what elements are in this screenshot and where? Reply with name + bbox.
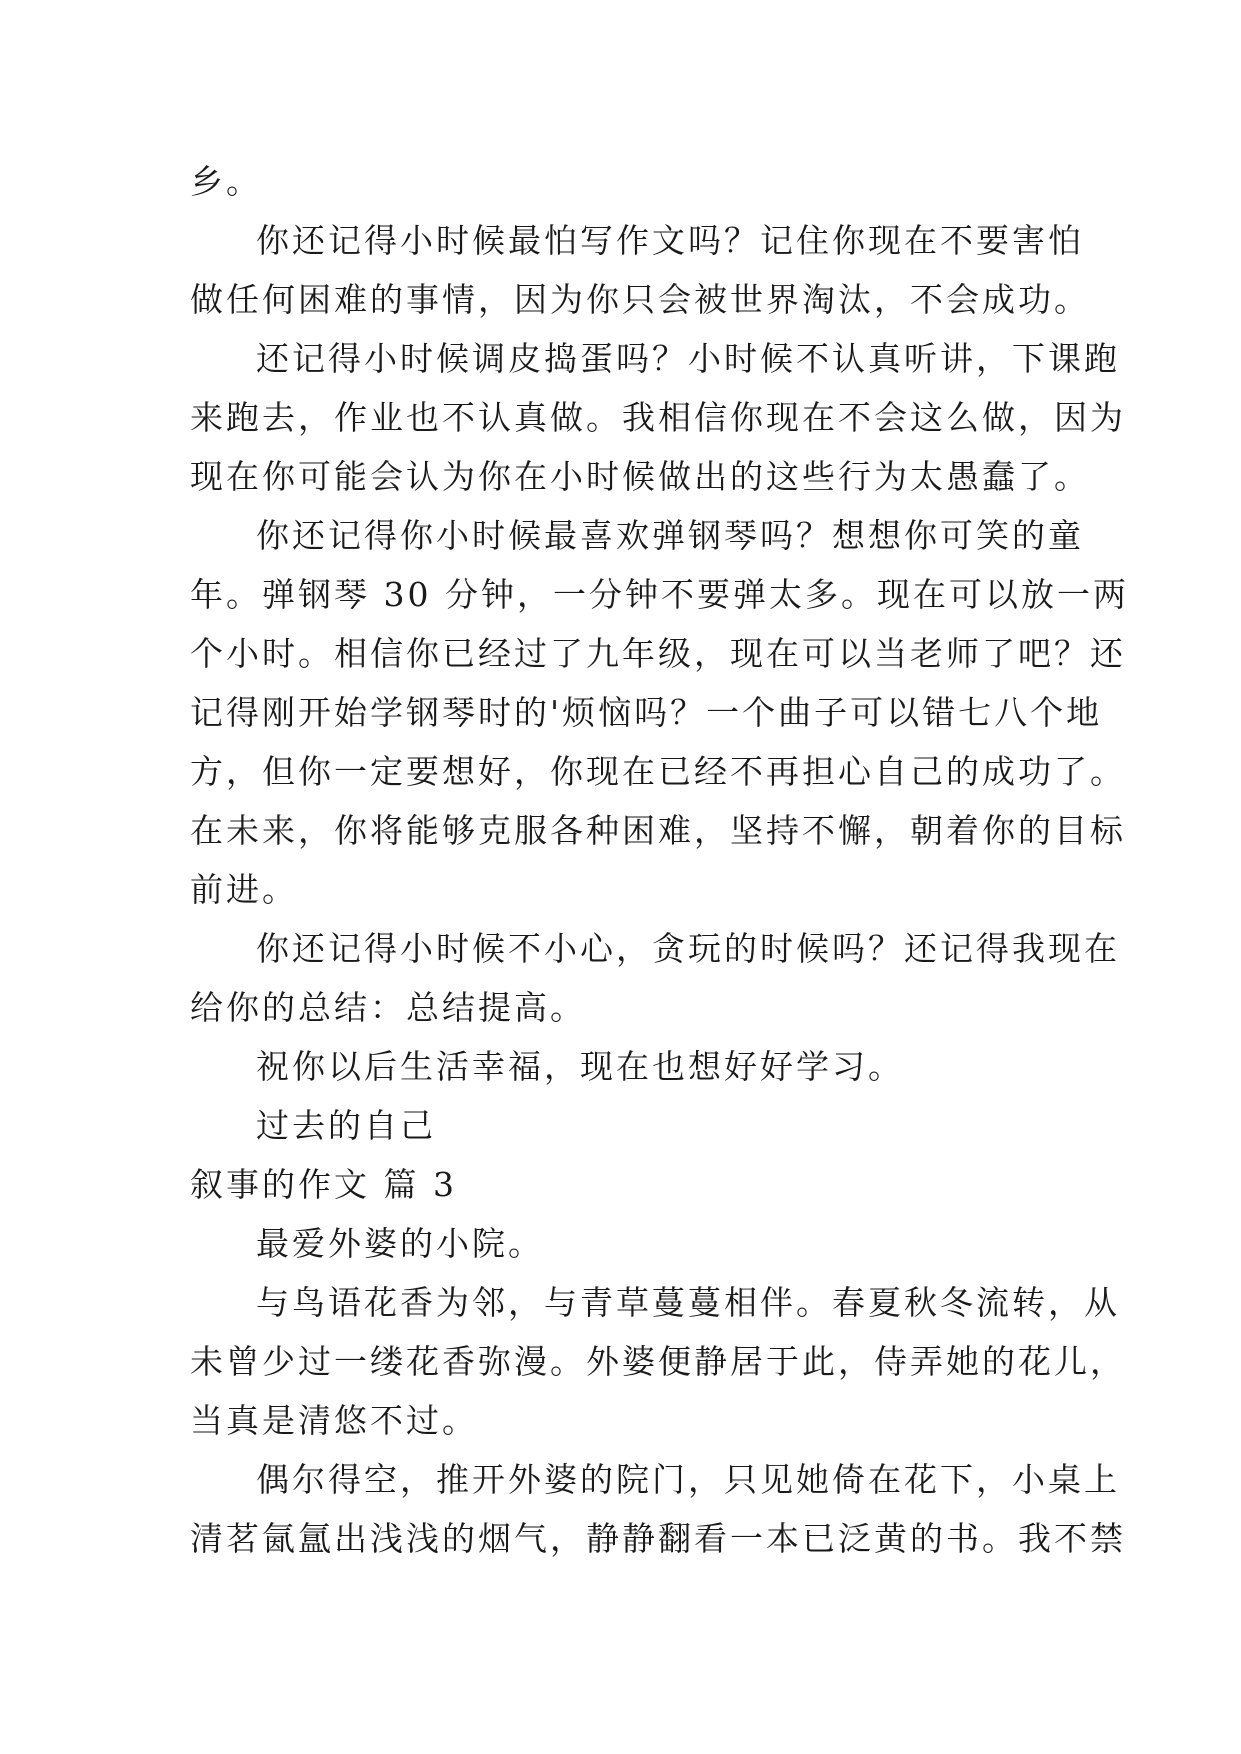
text-line: 年。弹钢琴 30 分钟，一分钟不要弹太多。现在可以放一两 bbox=[190, 575, 1129, 614]
text-line: 还记得小时候调皮捣蛋吗？小时候不认真听讲，下课跑 bbox=[256, 339, 1120, 378]
document-body bbox=[190, 152, 1129, 1568]
text-line: 方，但你一定要想好，你现在已经不再担心自己的成功了。 bbox=[190, 752, 1126, 791]
text-line: 最爱外婆的小院。 bbox=[256, 1224, 544, 1263]
text-line: 乡。 bbox=[190, 162, 262, 201]
text-line: 未曾少过一缕花香弥漫。外婆便静居于此，侍弄她的花儿， bbox=[190, 1342, 1126, 1381]
text-line: 前进。 bbox=[190, 870, 298, 909]
text-line: 当真是清悠不过。 bbox=[190, 1401, 478, 1440]
text-line: 来跑去，作业也不认真做。我相信你现在不会这么做，因为 bbox=[190, 398, 1126, 437]
text-line: 过去的自己 bbox=[256, 1106, 436, 1145]
text-line: 给你的总结：总结提高。 bbox=[190, 988, 586, 1027]
text-line: 叙事的作文 篇 3 bbox=[190, 1165, 457, 1204]
text-line: 现在你可能会认为你在小时候做出的这些行为太愚蠢了。 bbox=[190, 457, 1090, 496]
text-line: 偶尔得空，推开外婆的院门，只见她倚在花下，小桌上 bbox=[256, 1460, 1120, 1499]
text-line: 做任何困难的事情，因为你只会被世界淘汰，不会成功。 bbox=[190, 280, 1090, 319]
text-line: 你还记得小时候不小心，贪玩的时候吗？还记得我现在 bbox=[256, 929, 1120, 968]
text-line: 个小时。相信你已经过了九年级，现在可以当老师了吧？还 bbox=[190, 634, 1126, 673]
text-line: 你还记得你小时候最喜欢弹钢琴吗？想想你可笑的童 bbox=[256, 516, 1084, 555]
text-line: 与鸟语花香为邻，与青草蔓蔓相伴。春夏秋冬流转，从 bbox=[256, 1283, 1120, 1322]
text-line: 在未来，你将能够克服各种困难，坚持不懈，朝着你的目标 bbox=[190, 811, 1126, 850]
text-line: 你还记得小时候最怕写作文吗？记住你现在不要害怕 bbox=[256, 221, 1084, 260]
text-line: 祝你以后生活幸福，现在也想好好学习。 bbox=[256, 1047, 904, 1086]
text-line: 清茗氤氲出浅浅的烟气，静静翻看一本已泛黄的书。我不禁 bbox=[190, 1519, 1126, 1558]
text-line: 记得刚开始学钢琴时的'烦恼吗？一个曲子可以错七八个地 bbox=[190, 693, 1103, 732]
